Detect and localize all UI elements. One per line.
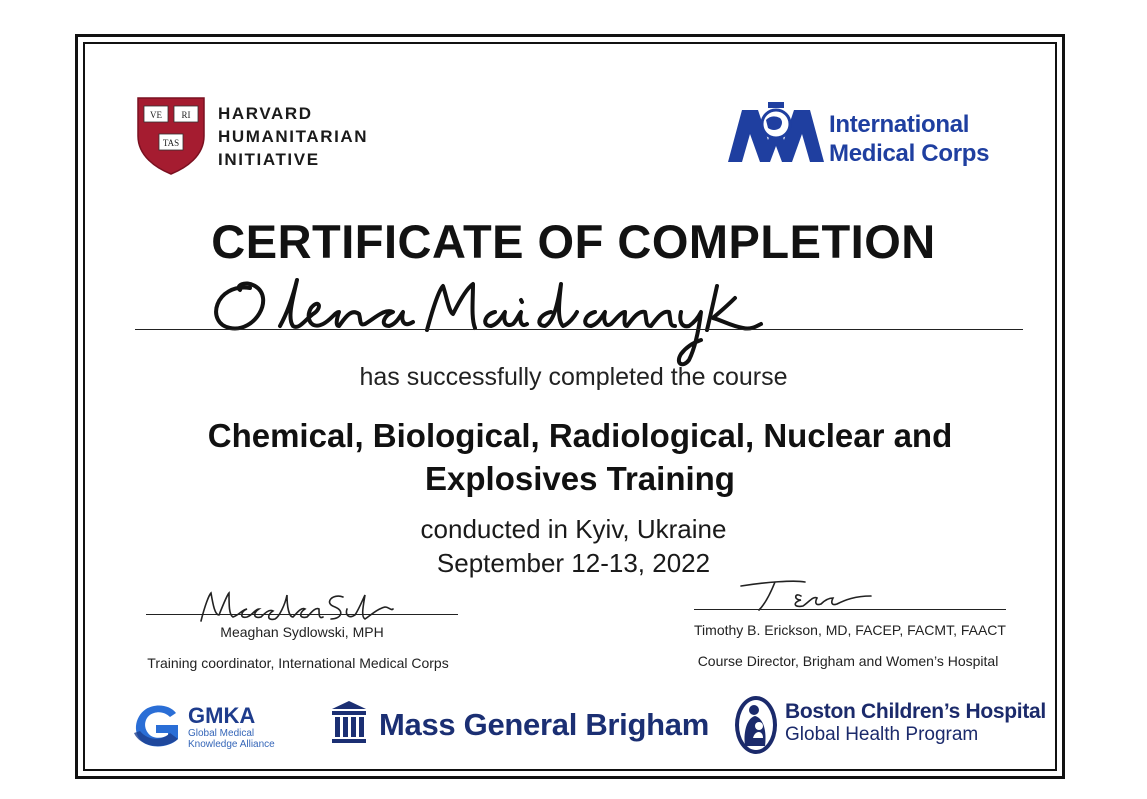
course-title-line2: Explosives Training xyxy=(425,460,735,497)
mass-general-brigham-logo-text: Mass General Brigham xyxy=(379,707,709,742)
course-title-line1: Chemical, Biological, Radiological, Nuclear and xyxy=(207,417,953,454)
boston-childrens-hospital-title: Boston Children’s Hospital xyxy=(785,700,1046,723)
left-signatory-role: Training coordinator, International Medical Corps xyxy=(147,655,449,671)
right-signatory-name: Timothy B. Erickson, MD, FACEP, FACMT, FAACT xyxy=(694,622,1006,638)
hhi-line2: HUMANITARIAN xyxy=(218,127,369,146)
right-signature-line xyxy=(694,609,1006,610)
gmka-sub1: Global Medical xyxy=(188,728,255,739)
harvard-shield-logo xyxy=(136,96,206,176)
right-signature xyxy=(735,572,875,614)
shield-text-ve: VE xyxy=(150,110,162,120)
imc-line1: International xyxy=(829,111,970,138)
course-location: conducted in Kyiv, Ukraine xyxy=(420,514,727,544)
right-signatory-role: Course Director, Brigham and Women’s Hospital xyxy=(697,653,999,669)
completion-statement: has successfully completed the course xyxy=(359,363,788,391)
shield-text-ri: RI xyxy=(181,110,191,120)
certificate-title: CERTIFICATE OF COMPLETION xyxy=(211,215,936,268)
imc-globe-logo xyxy=(724,100,828,166)
mother-child-seal-icon xyxy=(733,694,779,756)
boston-childrens-hospital-subtitle: Global Health Program xyxy=(785,724,979,745)
gmka-g-icon xyxy=(130,703,184,749)
hhi-line3: INITIATIVE xyxy=(218,150,320,169)
hhi-line1: HARVARD xyxy=(218,104,313,123)
recipient-signature xyxy=(195,268,775,378)
left-signature xyxy=(195,585,395,627)
columns-icon xyxy=(330,699,368,747)
course-location-dates xyxy=(0,512,1147,580)
left-signature-line xyxy=(146,614,458,615)
harvard-humanitarian-initiative-logo-text xyxy=(218,102,368,171)
course-title xyxy=(150,414,1010,500)
recipient-name-line xyxy=(135,329,1023,330)
shield-text-tas: TAS xyxy=(162,138,180,148)
course-dates: September 12-13, 2022 xyxy=(436,548,711,578)
gmka-title: GMKA xyxy=(188,703,256,728)
imc-logo-text xyxy=(829,110,989,168)
left-signatory-name: Meaghan Sydlowski, MPH xyxy=(220,624,384,640)
gmka-sub2: Knowledge Alliance xyxy=(188,739,275,750)
imc-line2: Medical Corps xyxy=(829,140,990,167)
gmka-subtitle xyxy=(188,728,275,750)
